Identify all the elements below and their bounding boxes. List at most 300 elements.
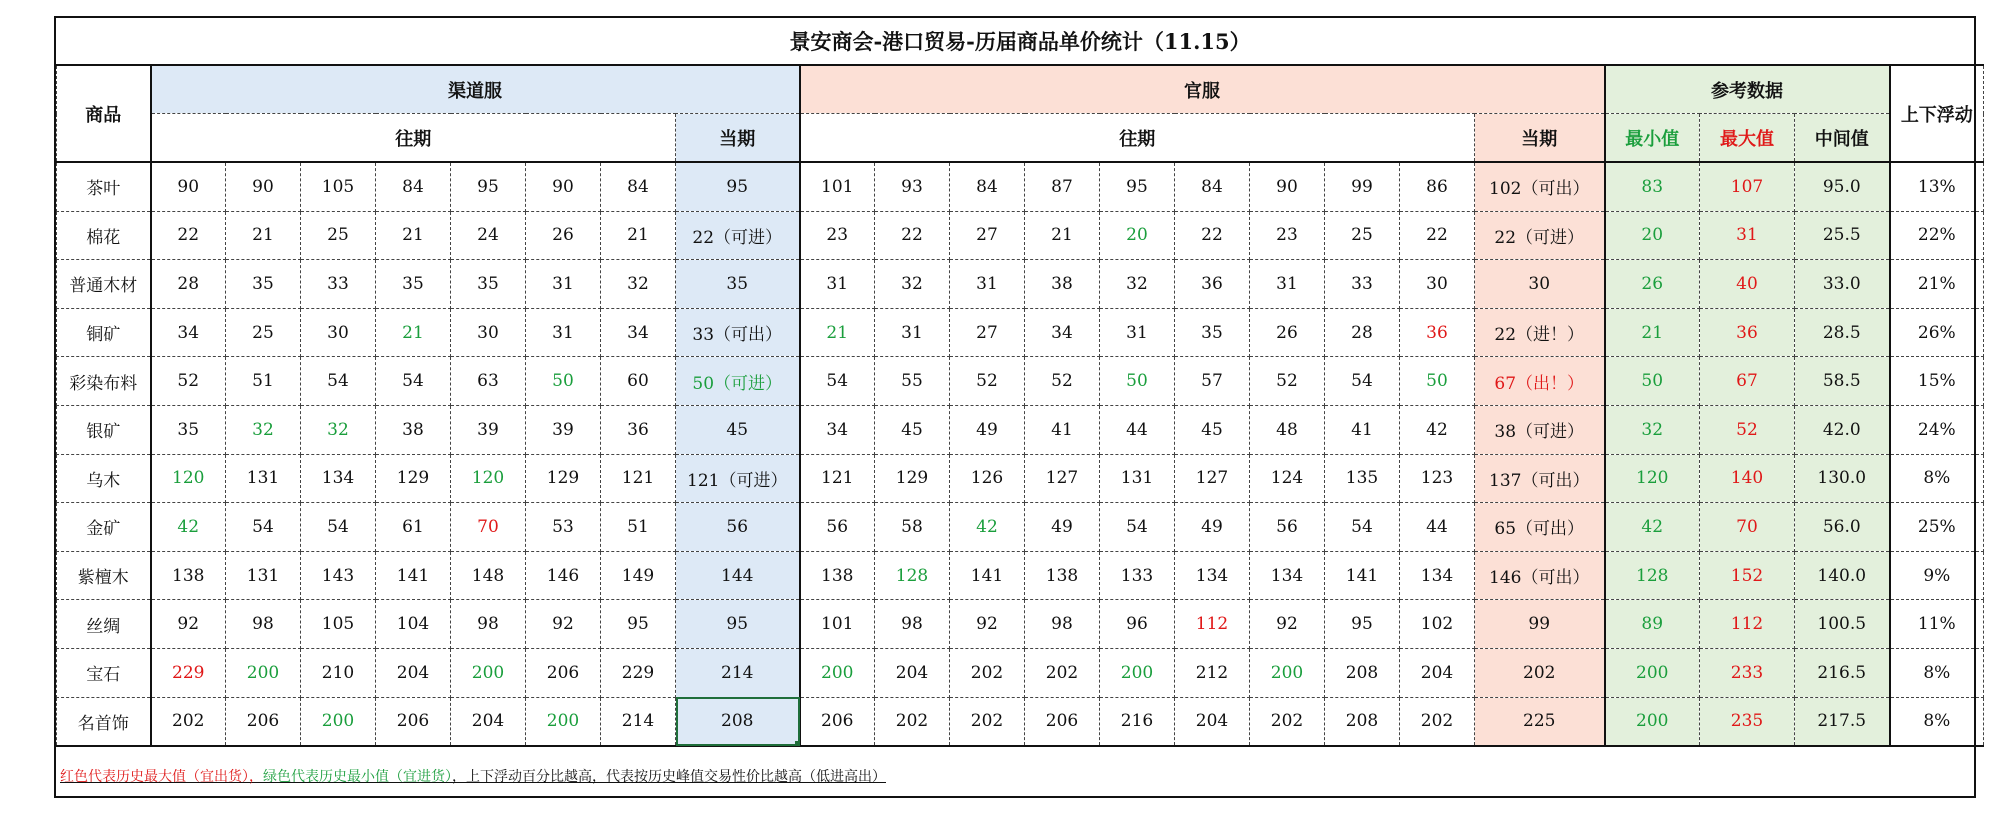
mid-value-cell[interactable]: 217.5 <box>1795 697 1890 746</box>
official-past-cell[interactable]: 45 <box>875 405 950 454</box>
channel-past-cell[interactable]: 204 <box>376 648 451 697</box>
official-past-cell[interactable]: 57 <box>1175 357 1250 406</box>
official-past-cell[interactable]: 208 <box>1325 648 1400 697</box>
official-past-cell[interactable]: 133 <box>1100 551 1175 600</box>
channel-past-cell[interactable]: 53 <box>526 503 601 552</box>
official-current-cell[interactable]: 146（可出） <box>1475 551 1605 600</box>
fluctuation-cell[interactable]: 8% <box>1890 697 1984 746</box>
product-name-cell[interactable]: 紫檀木 <box>57 551 151 600</box>
channel-past-cell[interactable]: 146 <box>526 551 601 600</box>
official-past-cell[interactable]: 26 <box>1250 308 1325 357</box>
official-past-cell[interactable]: 20 <box>1100 211 1175 260</box>
channel-current-cell[interactable]: 95 <box>676 162 800 211</box>
fluctuation-cell[interactable]: 9% <box>1890 551 1984 600</box>
header-channel-current: 当期 <box>676 114 800 163</box>
channel-past-cell[interactable]: 54 <box>301 503 376 552</box>
official-past-cell[interactable]: 22 <box>1400 211 1475 260</box>
legend-note <box>60 766 886 786</box>
fluctuation-cell[interactable]: 26% <box>1890 308 1984 357</box>
official-past-cell[interactable]: 50 <box>1100 357 1175 406</box>
official-past-cell[interactable]: 52 <box>950 357 1025 406</box>
spreadsheet <box>54 16 1976 798</box>
official-past-cell[interactable]: 31 <box>875 308 950 357</box>
official-past-cell[interactable]: 200 <box>1100 648 1175 697</box>
official-past-cell[interactable]: 101 <box>800 162 875 211</box>
official-past-cell[interactable]: 138 <box>800 551 875 600</box>
min-value-cell[interactable]: 26 <box>1605 260 1700 309</box>
channel-past-cell[interactable]: 134 <box>301 454 376 503</box>
channel-past-cell[interactable]: 148 <box>451 551 526 600</box>
product-name-cell[interactable]: 银矿 <box>57 405 151 454</box>
header-channel-past: 往期 <box>151 114 676 163</box>
min-value-cell[interactable]: 83 <box>1605 162 1700 211</box>
channel-past-cell[interactable]: 51 <box>226 357 301 406</box>
mid-value-cell[interactable]: 95.0 <box>1795 162 1890 211</box>
channel-past-cell[interactable]: 51 <box>601 503 676 552</box>
official-past-cell[interactable]: 202 <box>1400 697 1475 746</box>
official-past-cell[interactable]: 22 <box>1175 211 1250 260</box>
official-past-cell[interactable]: 49 <box>1175 503 1250 552</box>
official-past-cell[interactable]: 41 <box>1325 405 1400 454</box>
channel-past-cell[interactable]: 129 <box>376 454 451 503</box>
product-name-cell[interactable]: 普通木材 <box>57 260 151 309</box>
official-past-cell[interactable]: 128 <box>875 551 950 600</box>
official-past-cell[interactable]: 86 <box>1400 162 1475 211</box>
channel-past-cell[interactable]: 54 <box>301 357 376 406</box>
channel-past-cell[interactable]: 204 <box>451 697 526 746</box>
official-past-cell[interactable]: 134 <box>1250 551 1325 600</box>
channel-past-cell[interactable]: 84 <box>601 162 676 211</box>
official-past-cell[interactable]: 25 <box>1325 211 1400 260</box>
official-past-cell[interactable]: 27 <box>950 308 1025 357</box>
official-past-cell[interactable]: 87 <box>1025 162 1100 211</box>
official-past-cell[interactable]: 42 <box>1400 405 1475 454</box>
official-past-cell[interactable]: 52 <box>1250 357 1325 406</box>
official-past-cell[interactable]: 54 <box>1325 503 1400 552</box>
official-past-cell[interactable]: 84 <box>1175 162 1250 211</box>
channel-past-cell[interactable]: 30 <box>451 308 526 357</box>
channel-past-cell[interactable]: 214 <box>601 697 676 746</box>
channel-past-cell[interactable]: 121 <box>601 454 676 503</box>
channel-past-cell[interactable]: 52 <box>151 357 226 406</box>
max-value-cell[interactable]: 52 <box>1700 405 1795 454</box>
table-row <box>57 551 1984 600</box>
official-current-cell[interactable]: 22（进！） <box>1475 308 1605 357</box>
channel-past-cell[interactable]: 54 <box>226 503 301 552</box>
product-name-cell[interactable]: 宝石 <box>57 648 151 697</box>
mid-value-cell[interactable]: 100.5 <box>1795 600 1890 649</box>
header-channel-server: 渠道服 <box>151 65 800 114</box>
min-value-cell[interactable]: 200 <box>1605 697 1700 746</box>
channel-past-cell[interactable]: 95 <box>601 600 676 649</box>
official-past-cell[interactable]: 202 <box>1025 648 1100 697</box>
channel-past-cell[interactable]: 206 <box>376 697 451 746</box>
official-past-cell[interactable]: 95 <box>1100 162 1175 211</box>
channel-past-cell[interactable]: 206 <box>226 697 301 746</box>
channel-past-cell[interactable]: 143 <box>301 551 376 600</box>
max-value-cell[interactable]: 31 <box>1700 211 1795 260</box>
mid-value-cell[interactable]: 58.5 <box>1795 357 1890 406</box>
channel-past-cell[interactable]: 24 <box>451 211 526 260</box>
channel-past-cell[interactable]: 28 <box>151 260 226 309</box>
table-row <box>57 503 1984 552</box>
channel-past-cell[interactable]: 30 <box>301 308 376 357</box>
official-past-cell[interactable]: 127 <box>1025 454 1100 503</box>
product-name-cell[interactable]: 丝绸 <box>57 600 151 649</box>
max-value-cell[interactable]: 70 <box>1700 503 1795 552</box>
table-row <box>57 600 1984 649</box>
official-past-cell[interactable]: 200 <box>800 648 875 697</box>
channel-current-cell[interactable]: 50（可进） <box>676 357 800 406</box>
official-past-cell[interactable]: 90 <box>1250 162 1325 211</box>
table-row <box>57 308 1984 357</box>
official-past-cell[interactable]: 98 <box>1025 600 1100 649</box>
official-current-cell[interactable]: 30 <box>1475 260 1605 309</box>
channel-past-cell[interactable]: 105 <box>301 600 376 649</box>
product-name-cell[interactable]: 茶叶 <box>57 162 151 211</box>
channel-past-cell[interactable]: 35 <box>451 260 526 309</box>
channel-past-cell[interactable]: 129 <box>526 454 601 503</box>
official-past-cell[interactable]: 204 <box>1175 697 1250 746</box>
channel-past-cell[interactable]: 120 <box>151 454 226 503</box>
official-past-cell[interactable]: 44 <box>1400 503 1475 552</box>
table-row <box>57 260 1984 309</box>
channel-current-cell[interactable]: 208 <box>676 697 800 746</box>
channel-past-cell[interactable]: 35 <box>226 260 301 309</box>
official-past-cell[interactable]: 36 <box>1400 308 1475 357</box>
official-current-cell[interactable]: 102（可出） <box>1475 162 1605 211</box>
channel-past-cell[interactable]: 90 <box>526 162 601 211</box>
official-current-cell[interactable]: 67（出！） <box>1475 357 1605 406</box>
official-past-cell[interactable]: 34 <box>1025 308 1100 357</box>
official-past-cell[interactable]: 31 <box>1250 260 1325 309</box>
channel-past-cell[interactable]: 92 <box>526 600 601 649</box>
official-past-cell[interactable]: 36 <box>1175 260 1250 309</box>
table-row <box>57 454 1984 503</box>
min-value-cell[interactable]: 120 <box>1605 454 1700 503</box>
channel-past-cell[interactable]: 25 <box>226 308 301 357</box>
official-past-cell[interactable]: 134 <box>1400 551 1475 600</box>
channel-past-cell[interactable]: 26 <box>526 211 601 260</box>
channel-past-cell[interactable]: 92 <box>151 600 226 649</box>
official-past-cell[interactable]: 208 <box>1325 697 1400 746</box>
channel-past-cell[interactable]: 98 <box>451 600 526 649</box>
official-past-cell[interactable]: 27 <box>950 211 1025 260</box>
max-value-cell[interactable]: 40 <box>1700 260 1795 309</box>
channel-current-cell[interactable]: 22（可进） <box>676 211 800 260</box>
official-past-cell[interactable]: 34 <box>800 405 875 454</box>
official-past-cell[interactable]: 202 <box>950 648 1025 697</box>
official-past-cell[interactable]: 28 <box>1325 308 1400 357</box>
official-past-cell[interactable]: 54 <box>1100 503 1175 552</box>
header-official-past: 往期 <box>800 114 1475 163</box>
channel-past-cell[interactable]: 38 <box>376 405 451 454</box>
official-past-cell[interactable]: 127 <box>1175 454 1250 503</box>
channel-past-cell[interactable]: 84 <box>376 162 451 211</box>
channel-past-cell[interactable]: 229 <box>601 648 676 697</box>
official-past-cell[interactable]: 121 <box>800 454 875 503</box>
mid-value-cell[interactable]: 140.0 <box>1795 551 1890 600</box>
table-row <box>57 357 1984 406</box>
product-name-cell[interactable]: 铜矿 <box>57 308 151 357</box>
official-current-cell[interactable]: 137（可出） <box>1475 454 1605 503</box>
channel-current-cell[interactable]: 35 <box>676 260 800 309</box>
product-name-cell[interactable]: 乌木 <box>57 454 151 503</box>
max-value-cell[interactable]: 152 <box>1700 551 1795 600</box>
official-past-cell[interactable]: 56 <box>1250 503 1325 552</box>
min-value-cell[interactable]: 32 <box>1605 405 1700 454</box>
official-past-cell[interactable]: 126 <box>950 454 1025 503</box>
channel-past-cell[interactable]: 200 <box>526 697 601 746</box>
mid-value-cell[interactable]: 130.0 <box>1795 454 1890 503</box>
official-past-cell[interactable]: 31 <box>800 260 875 309</box>
channel-current-cell[interactable]: 56 <box>676 503 800 552</box>
channel-past-cell[interactable]: 54 <box>376 357 451 406</box>
mid-value-cell[interactable]: 33.0 <box>1795 260 1890 309</box>
product-name-cell[interactable]: 棉花 <box>57 211 151 260</box>
official-past-cell[interactable]: 134 <box>1175 551 1250 600</box>
official-past-cell[interactable]: 135 <box>1325 454 1400 503</box>
channel-past-cell[interactable]: 131 <box>226 454 301 503</box>
official-past-cell[interactable]: 95 <box>1325 600 1400 649</box>
channel-current-cell[interactable]: 121（可进） <box>676 454 800 503</box>
min-value-cell[interactable]: 20 <box>1605 211 1700 260</box>
official-past-cell[interactable]: 44 <box>1100 405 1175 454</box>
max-value-cell[interactable]: 67 <box>1700 357 1795 406</box>
min-value-cell[interactable]: 89 <box>1605 600 1700 649</box>
legend-sep: ， <box>452 769 466 785</box>
official-past-cell[interactable]: 123 <box>1400 454 1475 503</box>
channel-past-cell[interactable]: 60 <box>601 357 676 406</box>
official-past-cell[interactable]: 129 <box>875 454 950 503</box>
channel-past-cell[interactable]: 33 <box>301 260 376 309</box>
official-past-cell[interactable]: 22 <box>875 211 950 260</box>
min-value-cell[interactable]: 200 <box>1605 648 1700 697</box>
fill-handle[interactable] <box>795 741 800 746</box>
official-past-cell[interactable]: 99 <box>1325 162 1400 211</box>
channel-past-cell[interactable]: 34 <box>151 308 226 357</box>
official-past-cell[interactable]: 138 <box>1025 551 1100 600</box>
channel-past-cell[interactable]: 39 <box>526 405 601 454</box>
channel-past-cell[interactable]: 35 <box>151 405 226 454</box>
official-current-cell[interactable]: 38（可进） <box>1475 405 1605 454</box>
official-past-cell[interactable]: 21 <box>800 308 875 357</box>
official-past-cell[interactable]: 31 <box>950 260 1025 309</box>
channel-current-cell[interactable]: 214 <box>676 648 800 697</box>
official-past-cell[interactable]: 206 <box>1025 697 1100 746</box>
official-past-cell[interactable]: 38 <box>1025 260 1100 309</box>
official-past-cell[interactable]: 93 <box>875 162 950 211</box>
official-past-cell[interactable]: 42 <box>950 503 1025 552</box>
channel-past-cell[interactable]: 105 <box>301 162 376 211</box>
channel-past-cell[interactable]: 42 <box>151 503 226 552</box>
channel-past-cell[interactable]: 39 <box>451 405 526 454</box>
channel-past-cell[interactable]: 34 <box>601 308 676 357</box>
fluctuation-cell[interactable]: 13% <box>1890 162 1984 211</box>
official-current-cell[interactable]: 22（可进） <box>1475 211 1605 260</box>
mid-value-cell[interactable]: 56.0 <box>1795 503 1890 552</box>
fluctuation-cell[interactable]: 15% <box>1890 357 1984 406</box>
official-past-cell[interactable]: 49 <box>1025 503 1100 552</box>
channel-past-cell[interactable]: 31 <box>526 260 601 309</box>
official-past-cell[interactable]: 92 <box>1250 600 1325 649</box>
official-past-cell[interactable]: 45 <box>1175 405 1250 454</box>
official-past-cell[interactable]: 98 <box>875 600 950 649</box>
channel-past-cell[interactable]: 98 <box>226 600 301 649</box>
header-official-current: 当期 <box>1475 114 1605 163</box>
official-past-cell[interactable]: 31 <box>1100 308 1175 357</box>
channel-past-cell[interactable]: 21 <box>376 211 451 260</box>
mid-value-cell[interactable]: 25.5 <box>1795 211 1890 260</box>
channel-current-cell[interactable]: 144 <box>676 551 800 600</box>
official-past-cell[interactable]: 206 <box>800 697 875 746</box>
official-current-cell[interactable]: 225 <box>1475 697 1605 746</box>
channel-past-cell[interactable]: 95 <box>451 162 526 211</box>
official-past-cell[interactable]: 141 <box>1325 551 1400 600</box>
official-past-cell[interactable]: 52 <box>1025 357 1100 406</box>
official-past-cell[interactable]: 23 <box>1250 211 1325 260</box>
channel-past-cell[interactable]: 200 <box>451 648 526 697</box>
official-current-cell[interactable]: 99 <box>1475 600 1605 649</box>
channel-past-cell[interactable]: 50 <box>526 357 601 406</box>
product-name-cell[interactable]: 彩染布料 <box>57 357 151 406</box>
official-current-cell[interactable]: 65（可出） <box>1475 503 1605 552</box>
official-past-cell[interactable]: 202 <box>950 697 1025 746</box>
header-fluctuation: 上下浮动 <box>1890 65 1984 162</box>
official-past-cell[interactable]: 48 <box>1250 405 1325 454</box>
fluctuation-cell[interactable]: 22% <box>1890 211 1984 260</box>
official-past-cell[interactable]: 41 <box>1025 405 1100 454</box>
channel-past-cell[interactable]: 229 <box>151 648 226 697</box>
channel-past-cell[interactable]: 61 <box>376 503 451 552</box>
official-past-cell[interactable]: 55 <box>875 357 950 406</box>
official-past-cell[interactable]: 131 <box>1100 454 1175 503</box>
fluctuation-cell[interactable]: 8% <box>1890 454 1984 503</box>
official-past-cell[interactable]: 21 <box>1025 211 1100 260</box>
max-value-cell[interactable]: 112 <box>1700 600 1795 649</box>
min-value-cell[interactable]: 50 <box>1605 357 1700 406</box>
min-value-cell[interactable]: 128 <box>1605 551 1700 600</box>
channel-past-cell[interactable]: 138 <box>151 551 226 600</box>
channel-past-cell[interactable]: 200 <box>226 648 301 697</box>
official-past-cell[interactable]: 216 <box>1100 697 1175 746</box>
channel-past-cell[interactable]: 141 <box>376 551 451 600</box>
official-past-cell[interactable]: 102 <box>1400 600 1475 649</box>
legend-sep: ， <box>249 769 263 785</box>
official-past-cell[interactable]: 35 <box>1175 308 1250 357</box>
channel-past-cell[interactable]: 90 <box>151 162 226 211</box>
official-past-cell[interactable]: 50 <box>1400 357 1475 406</box>
official-past-cell[interactable]: 33 <box>1325 260 1400 309</box>
official-past-cell[interactable]: 204 <box>875 648 950 697</box>
min-value-cell[interactable]: 21 <box>1605 308 1700 357</box>
official-past-cell[interactable]: 84 <box>950 162 1025 211</box>
official-past-cell[interactable]: 212 <box>1175 648 1250 697</box>
channel-current-cell[interactable]: 95 <box>676 600 800 649</box>
official-past-cell[interactable]: 49 <box>950 405 1025 454</box>
channel-past-cell[interactable]: 35 <box>376 260 451 309</box>
max-value-cell[interactable]: 140 <box>1700 454 1795 503</box>
channel-past-cell[interactable]: 200 <box>301 697 376 746</box>
official-past-cell[interactable]: 202 <box>1250 697 1325 746</box>
channel-past-cell[interactable]: 202 <box>151 697 226 746</box>
channel-past-cell[interactable]: 206 <box>526 648 601 697</box>
official-past-cell[interactable]: 124 <box>1250 454 1325 503</box>
fluctuation-cell[interactable]: 21% <box>1890 260 1984 309</box>
fluctuation-cell[interactable]: 25% <box>1890 503 1984 552</box>
official-past-cell[interactable]: 30 <box>1400 260 1475 309</box>
header-official-server: 官服 <box>800 65 1605 114</box>
table-row <box>57 162 1984 211</box>
channel-past-cell[interactable]: 149 <box>601 551 676 600</box>
channel-past-cell[interactable]: 131 <box>226 551 301 600</box>
mid-value-cell[interactable]: 42.0 <box>1795 405 1890 454</box>
official-past-cell[interactable]: 32 <box>1100 260 1175 309</box>
channel-past-cell[interactable]: 22 <box>151 211 226 260</box>
product-name-cell[interactable]: 金矿 <box>57 503 151 552</box>
max-value-cell[interactable]: 107 <box>1700 162 1795 211</box>
official-past-cell[interactable]: 202 <box>875 697 950 746</box>
channel-past-cell[interactable]: 210 <box>301 648 376 697</box>
channel-past-cell[interactable]: 104 <box>376 600 451 649</box>
mid-value-cell[interactable]: 216.5 <box>1795 648 1890 697</box>
channel-current-cell[interactable]: 33（可出） <box>676 308 800 357</box>
official-past-cell[interactable]: 58 <box>875 503 950 552</box>
price-table <box>56 18 1984 747</box>
official-past-cell[interactable]: 56 <box>800 503 875 552</box>
official-past-cell[interactable]: 23 <box>800 211 875 260</box>
header-max: 最大值 <box>1700 114 1795 163</box>
official-past-cell[interactable]: 32 <box>875 260 950 309</box>
channel-past-cell[interactable]: 21 <box>226 211 301 260</box>
channel-past-cell[interactable]: 25 <box>301 211 376 260</box>
channel-past-cell[interactable]: 32 <box>601 260 676 309</box>
channel-past-cell[interactable]: 31 <box>526 308 601 357</box>
official-past-cell[interactable]: 96 <box>1100 600 1175 649</box>
fluctuation-cell[interactable]: 8% <box>1890 648 1984 697</box>
channel-past-cell[interactable]: 63 <box>451 357 526 406</box>
fluctuation-cell[interactable]: 24% <box>1890 405 1984 454</box>
max-value-cell[interactable]: 36 <box>1700 308 1795 357</box>
official-current-cell[interactable]: 202 <box>1475 648 1605 697</box>
official-past-cell[interactable]: 141 <box>950 551 1025 600</box>
official-past-cell[interactable]: 101 <box>800 600 875 649</box>
channel-past-cell[interactable]: 36 <box>601 405 676 454</box>
header-reference: 参考数据 <box>1605 65 1890 114</box>
channel-past-cell[interactable]: 90 <box>226 162 301 211</box>
max-value-cell[interactable]: 233 <box>1700 648 1795 697</box>
official-past-cell[interactable]: 112 <box>1175 600 1250 649</box>
fluctuation-cell[interactable]: 11% <box>1890 600 1984 649</box>
channel-past-cell[interactable]: 120 <box>451 454 526 503</box>
product-name-cell[interactable]: 名首饰 <box>57 697 151 746</box>
official-past-cell[interactable]: 54 <box>1325 357 1400 406</box>
channel-past-cell[interactable]: 32 <box>226 405 301 454</box>
official-past-cell[interactable]: 92 <box>950 600 1025 649</box>
min-value-cell[interactable]: 42 <box>1605 503 1700 552</box>
channel-past-cell[interactable]: 21 <box>376 308 451 357</box>
official-past-cell[interactable]: 200 <box>1250 648 1325 697</box>
channel-current-cell[interactable]: 45 <box>676 405 800 454</box>
table-row <box>57 405 1984 454</box>
channel-past-cell[interactable]: 21 <box>601 211 676 260</box>
channel-past-cell[interactable]: 70 <box>451 503 526 552</box>
channel-past-cell[interactable]: 32 <box>301 405 376 454</box>
max-value-cell[interactable]: 235 <box>1700 697 1795 746</box>
official-past-cell[interactable]: 54 <box>800 357 875 406</box>
mid-value-cell[interactable]: 28.5 <box>1795 308 1890 357</box>
official-past-cell[interactable]: 204 <box>1400 648 1475 697</box>
